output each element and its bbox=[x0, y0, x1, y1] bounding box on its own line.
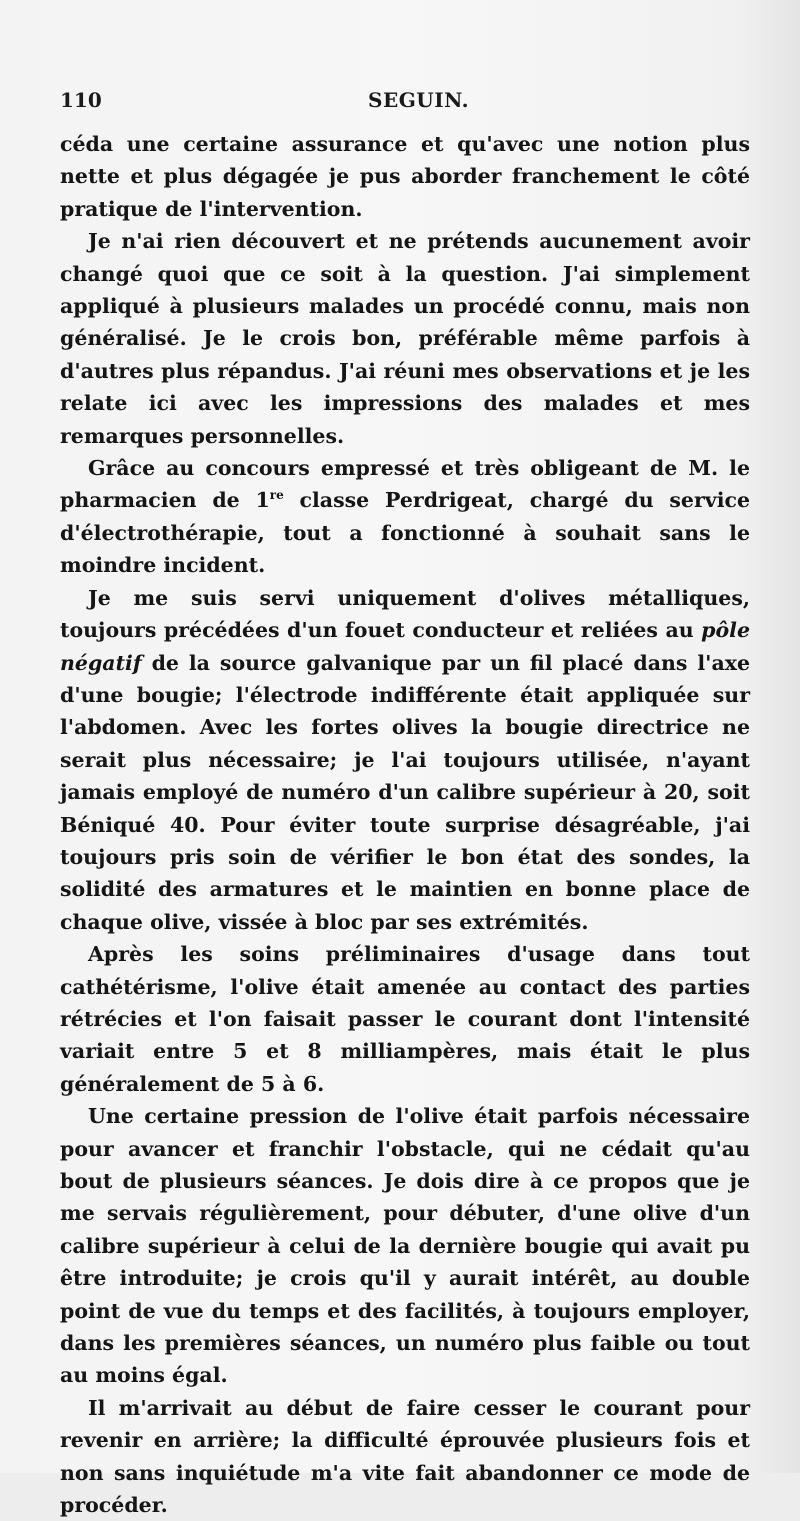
paragraph-4-part-1: Je me suis servi uniquement d'olives métalliques, toujours précédées d'un fouet conducteur et reliées au bbox=[60, 585, 750, 643]
paragraph-5: Après les soins préliminaires d'usage dans tout cathétérisme, l'olive était amenée au contact des parties rétrécies et l'on faisait passer le courant dont l'intensité variait entre 5 et 8 milliampères, mais était le plus généralement de 5 à 6. bbox=[60, 942, 750, 1096]
ordinal-superscript: re bbox=[269, 488, 284, 503]
paragraph-6: Une certaine pression de l'olive était parfois nécessaire pour avancer et franchir l'obstacle, qui ne cédait qu'au bout de plusieurs séances. Je dois dire à ce propos que je me servais régulièrement, pour débuter, d'une olive d'un calibre supérieur à celui de la dernière bougie qui avait pu être introduite; je crois qu'il y aurait intérêt, au double point de vue du temps et des facilités, à toujours employer, dans les premières séances, un numéro plus faible ou tout au moins égal. bbox=[60, 1104, 750, 1388]
italic-emphasis: pôle négatif bbox=[60, 618, 750, 675]
page-header bbox=[60, 88, 750, 118]
paragraph-3-part-2: classe Perdrigeat, chargé du service d'électrothérapie, tout a fonctionné à souhait sans le moindre incident. bbox=[60, 488, 751, 578]
paragraph-3 bbox=[60, 452, 750, 582]
paragraph-3-part-1: Grâce au concours empressé et très obligeant de M. le pharmacien de 1 bbox=[60, 456, 750, 513]
body-text bbox=[60, 128, 750, 1521]
page-number: 110 bbox=[60, 88, 102, 112]
paragraph-4-part-2: de la source galvanique par un fil placé dans l'axe d'une bougie; l'électrode indifférente était appliquée sur l'abdomen. Avec les fortes olives la bougie directrice ne serait plus nécessaire; je l'ai toujours utilisée, n'ayant jamais employé de numéro d'un calibre supérieur à 20, soit Béniqué 40. Pour éviter toute surprise désagréable, j'ai toujours pris soin de vérifier le bon état des sondes, la solidité des armatures et le maintien en bonne place de chaque olive, vissée à bloc par ses extrémités. bbox=[60, 650, 750, 934]
paragraph-7: Il m'arrivait au début de faire cesser le courant pour revenir en arrière; la difficulté éprouvée plusieurs fois et non sans inquiétude m'a vite fait abandonner ce mode de procéder. bbox=[60, 1395, 750, 1518]
paragraph-1: céda une certaine assurance et qu'avec une notion plus nette et plus dégagée je pus aborder franchement le côté pratique de l'intervention. bbox=[60, 132, 750, 221]
running-head: SEGUIN. bbox=[368, 88, 470, 112]
paragraph-4 bbox=[60, 582, 750, 938]
paragraph-2: Je n'ai rien découvert et ne prétends aucunement avoir changé quoi que ce soit à la question. J'ai simplement appliqué à plusieurs malades un procédé connu, mais non généralisé. Je le crois bon, préférable même parfois à d'autres plus répandus. J'ai réuni mes observations et je les relate ici avec les impressions des malades et mes remarques personnelles. bbox=[60, 229, 750, 448]
